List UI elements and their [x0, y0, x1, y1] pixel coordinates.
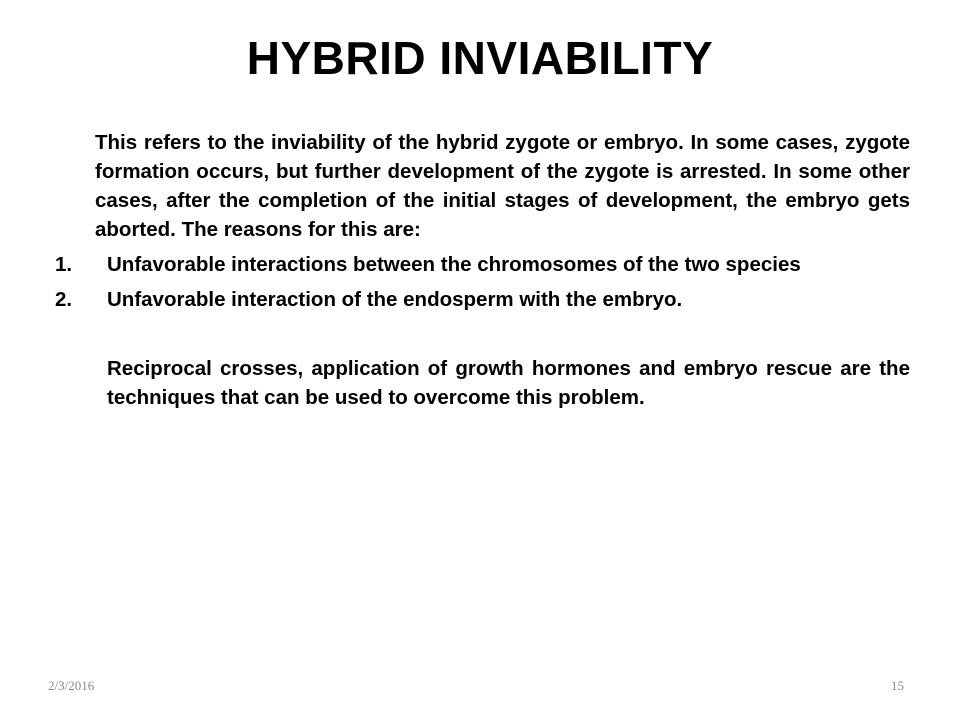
footer-date: 2/3/2016 [48, 678, 95, 693]
closing-paragraph: Reciprocal crosses, application of growth hormones and embryo rescue are the techniques that can be used to overcome this problem. [107, 357, 910, 409]
list-item-text: Unfavorable interaction of the endosperm with the embryo. [107, 288, 683, 311]
list-item [55, 250, 910, 279]
slide-body [55, 128, 910, 412]
list-item-number: 1. [55, 253, 73, 276]
footer-page-number: 15 [891, 678, 904, 693]
list-item-text: Unfavorable interactions between the chromosomes of the two species [107, 253, 801, 276]
reasons-list [55, 250, 910, 314]
slide-title: HYBRID INVIABILITY [246, 32, 714, 84]
list-item [55, 285, 910, 314]
list-item-number: 2. [55, 288, 73, 311]
intro-paragraph: This refers to the inviability of the hybrid zygote or embryo. In some cases, zygote formation occurs, but further development of the zygote is arrested. In some other cases, after the completion of the initial stages of development, the embryo gets aborted. The reasons for this are: [95, 131, 910, 241]
